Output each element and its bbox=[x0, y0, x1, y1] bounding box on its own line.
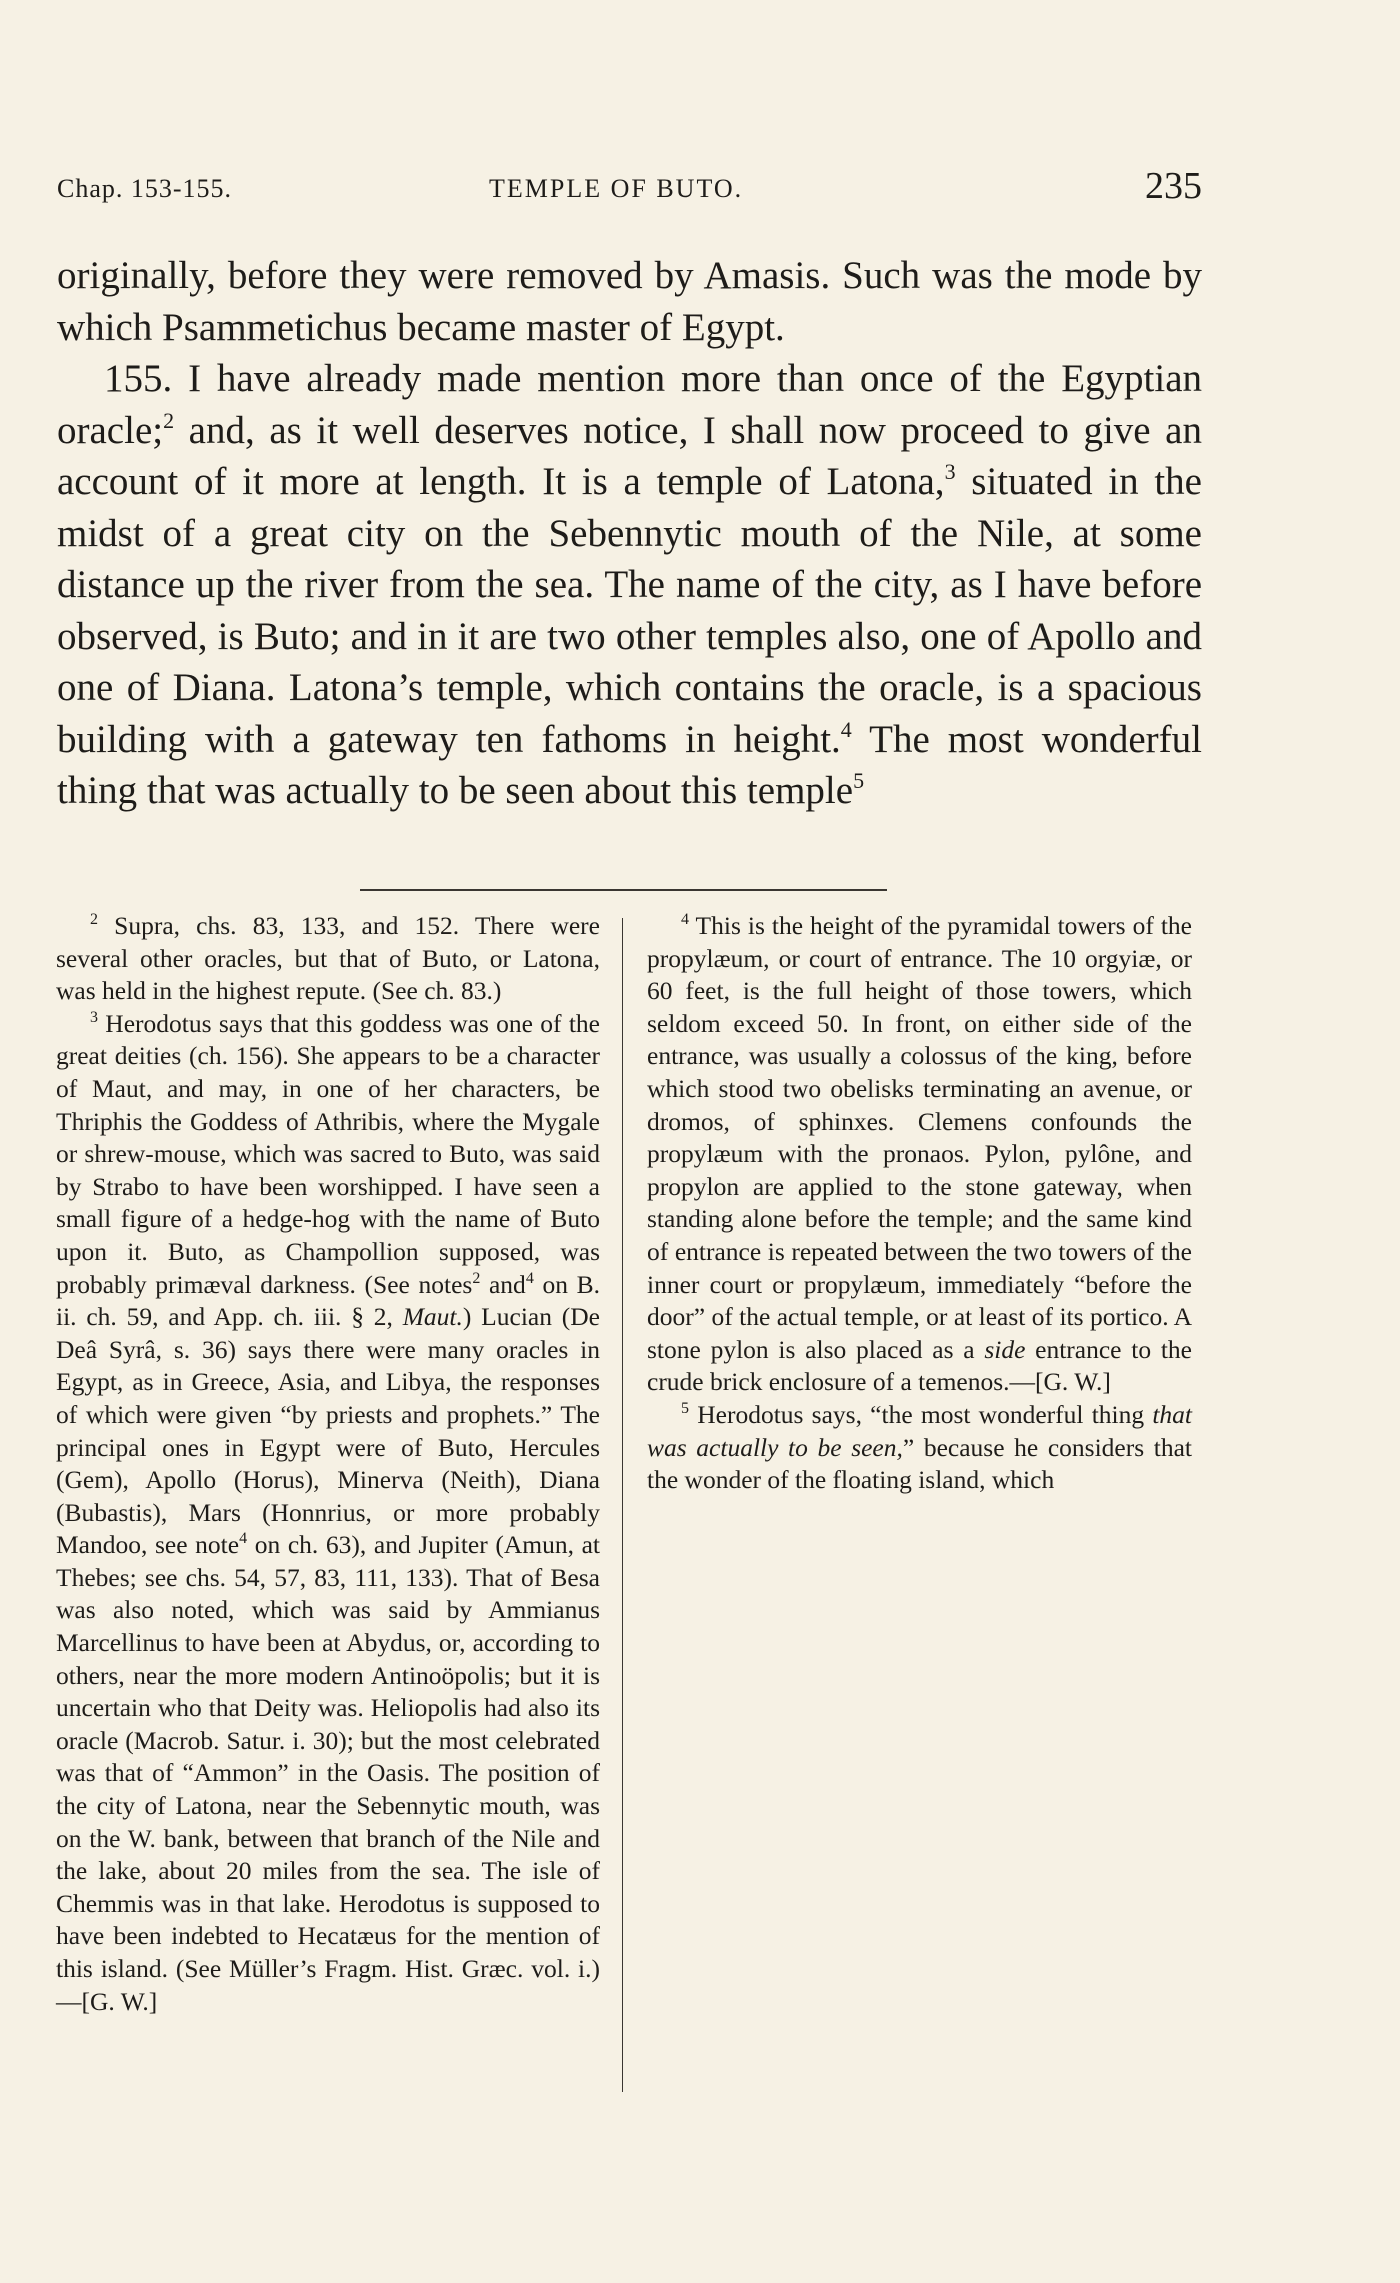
running-header bbox=[57, 165, 1202, 208]
text-run: 155. I have already made mention more than once of the Egyptian oracle; bbox=[57, 357, 1202, 452]
footnote-mark: 4 bbox=[681, 911, 689, 928]
footnote-3 bbox=[56, 1008, 600, 2018]
paragraph-155 bbox=[57, 353, 1202, 817]
footnote-text: This is the height of the pyramidal towers of the propylæum, or court of entrance. The 10 orgyiæ, or 60 feet, is the full height of those towers, which seldom exceed 50. In front, on either side of the entrance, was usually a colossus of the king, before which stood two obelisks terminating an avenue, or dromos, of sphinxes. Clemens confounds the propylæum with the pronaos. Pylon, pylône, and propylon are applied to the stone gateway, when standing alone before the temple; and the same kind of entrance is repeated between the two towers of the inner court or propylæum, immediately “before the door” of the actual temple, or at least of its portico. A stone pylon is also placed as a bbox=[647, 911, 1192, 1364]
footnote-text: ” because he considers that the wonder of the floating island, which bbox=[647, 1432, 1192, 1495]
chapter-range: Chap. 153-155. bbox=[57, 174, 233, 203]
footnote-text: entrance to the crude brick enclosure of a temenos.—[G. W.] bbox=[647, 1334, 1192, 1397]
footnote-mark: 3 bbox=[90, 1008, 98, 1026]
footnote-separator bbox=[360, 889, 887, 891]
paragraph-continuation: originally, before they were removed by Amasis. Such was the mode by which Psammetichus became master of Egypt. bbox=[57, 254, 1202, 349]
page-number: 235 bbox=[1145, 165, 1202, 207]
footnote-text: on ch. 63), and Jupiter (Amun, at Thebes; see chs. 54, 57, 83, 111, 133). That of Besa was also noted, which was said by Ammianus Marcellinus to have been at Abydus, or, according to others, near the more modern Antinoöpolis; but it is uncertain who that Deity was. Heliopolis had also its oracle (Macrob. Satur. i. 30); but the most celebrated was that of “Ammon” in the Oasis. The position of the city of Latona, near the Sebennytic mouth, was on the W. bank, between that branch of the Nile and the lake, about 20 miles from the sea. The isle of Chemmis was in that lake. Herodotus is supposed to have been indebted to Hecatæus for the mention of this island. (See Müller’s Fragm. Hist. Græc. vol. i.)—[G. W.] bbox=[56, 1530, 600, 2016]
note-ref: 4 bbox=[239, 1530, 248, 1548]
text-run: situated in the midst of a great city on the Sebennytic mouth of the Nile, at some distance up the river from the sea. The name of the city, as I have before observed, is Buto; and in it are two other temples also, one of Apollo and one of Diana. Latona’s temple, which contains the oracle, is a spacious building with a gateway ten fathoms in height. bbox=[57, 460, 1202, 761]
page-title: TEMPLE OF BUTO. bbox=[489, 174, 744, 203]
footnote-text: Supra, chs. 83, 133, and 152. There were several other oracles, but that of Buto, or Latona, was held in the highest repute. (See ch. 83.) bbox=[56, 911, 600, 1006]
footnote-text: and bbox=[480, 1269, 526, 1299]
footnote-ref-2[interactable]: 2 bbox=[163, 407, 175, 433]
text-run: and, as it well deserves notice, I shall now proceed to give an account of it more at length. It is a temple of Latona, bbox=[57, 408, 1202, 503]
note-ref: 4 bbox=[525, 1269, 534, 1287]
footnote-ref-5[interactable]: 5 bbox=[853, 768, 865, 793]
column-divider bbox=[622, 918, 623, 2092]
text-run: The most wonderful thing that was actually to be seen about this temple bbox=[57, 717, 1202, 812]
footnote-text: Herodotus says that this goddess was one of the great deities (ch. 156). She appears to be a character of Maut, and may, in one of her characters, be Thriphis the Goddess of Athribis, where the Mygale or shrew-mouse, which was sacred to Buto, was said by Strabo to have been worshipped. I have seen a small figure of a hedge-hog with the name of Buto upon it. Buto, as Champollion supposed, was probably primæval darkness. (See notes bbox=[56, 1008, 600, 1299]
footnote-text: ) Lucian (De Deâ Syrâ, s. 36) says there were many oracles in Egypt, as in Greece, Asia, and Libya, the responses of which were given “by priests and prophets.” The principal ones in Egypt were of Buto, Hercules (Gem), Apollo (Horus), Minerva (Neith), Diana (Bubastis), Mars (Honnrius, or more probably Mandoo, see note bbox=[56, 1302, 600, 1560]
footnotes-right-column bbox=[647, 910, 1192, 1497]
footnote-2 bbox=[56, 910, 600, 1008]
footnote-text: on B. ii. ch. 59, and App. ch. iii. § 2, bbox=[56, 1269, 601, 1332]
footnote-ref-4[interactable]: 4 bbox=[840, 716, 852, 742]
italic-term: side bbox=[974, 1334, 1026, 1364]
footnote-4 bbox=[647, 910, 1192, 1399]
footnote-5 bbox=[647, 1399, 1192, 1497]
footnote-ref-3[interactable]: 3 bbox=[944, 459, 956, 484]
main-text bbox=[57, 250, 1202, 817]
italic-term: Maut. bbox=[392, 1302, 463, 1332]
note-ref: 2 bbox=[472, 1269, 481, 1287]
italic-term: that was actually to be seen, bbox=[647, 1399, 1192, 1462]
footnote-mark: 2 bbox=[90, 911, 98, 928]
footnote-text: Herodotus says, “the most wonderful thing bbox=[689, 1399, 1145, 1429]
footnotes-left-column bbox=[56, 910, 600, 2018]
footnote-mark: 5 bbox=[681, 1399, 689, 1417]
